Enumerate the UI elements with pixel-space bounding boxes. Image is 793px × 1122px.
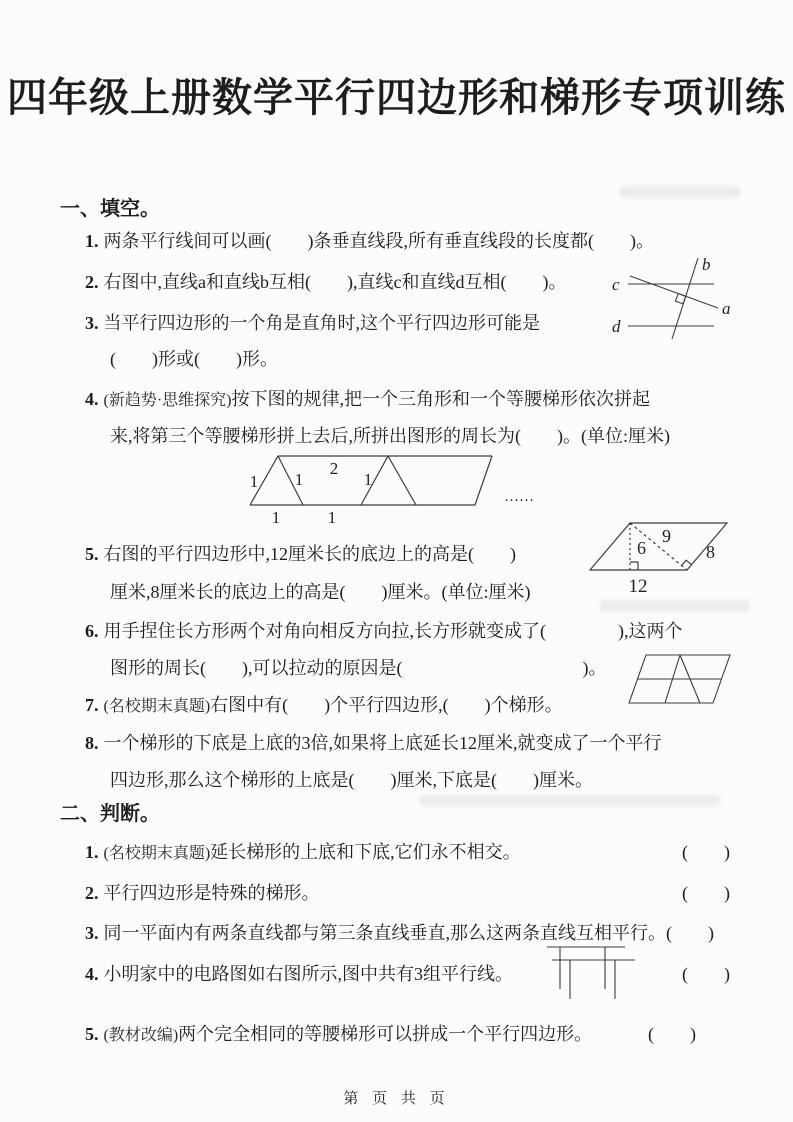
fill-q6-line2: [110, 654, 606, 680]
q4-text-line1: 按下图的规律,把一个三角形和一个等腰梯形依次拼起: [231, 389, 650, 409]
section-fill-heading: 一、填空。: [60, 198, 160, 220]
fill-q4-line1: [85, 385, 650, 411]
q8-number: 8.: [85, 733, 99, 753]
judge-t5: [85, 1020, 592, 1046]
t4-number: 4.: [85, 964, 99, 984]
q4-number: 4.: [85, 389, 99, 409]
parallelogram-height-label: 6: [637, 538, 646, 558]
strip-label-tri2-left: 1: [363, 470, 373, 489]
q7-text: 右图中有( )个平行四边形,( )个梯形。: [210, 695, 563, 715]
q5-number: 5.: [85, 544, 99, 564]
t5-number: 5.: [85, 1024, 99, 1044]
strip-pattern-figure: [226, 443, 548, 527]
fill-q8-line1: [85, 729, 662, 755]
circuit-figure: [541, 930, 669, 1020]
q2-number: 2.: [85, 272, 99, 292]
strip-ellipsis: ……: [504, 489, 534, 505]
judge-t4: [85, 960, 513, 986]
scan-bleed-mark: [420, 795, 720, 806]
t1-source-tag: (名校期末真题): [103, 845, 211, 862]
q7-source-tag: (名校期末真题): [103, 698, 211, 715]
q4-text-line2: 来,将第三个等腰梯形拼上去后,所拼出图形的周长为( )。(单位:厘米): [110, 426, 670, 446]
q3-text-line1: 当平行四边形的一个角是直角时,这个平行四边形可能是: [103, 313, 540, 333]
parallelogram-side-label: 8: [706, 542, 715, 562]
line-d-label: d: [612, 317, 621, 336]
strip-label-trap-top: 2: [329, 459, 339, 478]
line-c-label: c: [612, 275, 620, 294]
page-footer: 第 页 共 页: [343, 1091, 450, 1107]
q3-number: 3.: [85, 313, 99, 333]
t5-source-tag: (教材改编): [103, 1027, 179, 1044]
q6-number: 6.: [85, 621, 99, 641]
t1-number: 1.: [85, 842, 99, 862]
scan-bleed-mark: [600, 600, 750, 612]
fill-q3-line2: [110, 345, 278, 371]
section-judge-heading: 二、判断。: [60, 803, 160, 825]
fill-q3-line1: [85, 309, 540, 335]
t5-answer-blank: ( ): [648, 1024, 696, 1044]
scan-bleed-mark: [620, 186, 740, 198]
judge-t1: [85, 838, 521, 864]
q1-text: 两条平行线间可以画( )条垂直线段,所有垂直线段的长度都( )。: [103, 231, 654, 251]
fill-q1: [85, 227, 654, 253]
parallelogram-diagonal-label: 9: [662, 526, 671, 546]
q6-text-line1: 用手捏住长方形两个对角向相反方向拉,长方形就变成了( ),这两个: [103, 621, 683, 641]
line-a-label: a: [722, 299, 731, 318]
strip-label-bottom1: 1: [271, 508, 281, 527]
fill-q2: [85, 268, 566, 294]
fill-q6-line1: [85, 617, 683, 643]
fill-q5-line2: [110, 578, 530, 604]
q4-source-tag: (新趋势·思维探究): [103, 392, 232, 409]
parallelogram-heights-figure: [586, 496, 793, 604]
parallel-lines-figure: [606, 256, 791, 341]
t4-text: 小明家中的电路图如右图所示,图中共有3组平行线。: [103, 964, 513, 984]
q6-text-line2: 图形的周长( ),可以拉动的原因是( )。: [110, 658, 607, 678]
t5-text: 两个完全相同的等腰梯形可以拼成一个平行四边形。: [178, 1024, 593, 1044]
q1-number: 1.: [85, 231, 99, 251]
line-b-label: b: [702, 256, 711, 274]
q2-text: 右图中,直线a和直线b互相( ),直线c和直线d互相( )。: [103, 272, 567, 292]
judge-t2: [85, 879, 320, 905]
t2-answer-blank: ( ): [682, 883, 730, 903]
t4-answer-blank: ( ): [682, 964, 730, 984]
q3-text-line2: ( )形或( )形。: [110, 349, 278, 369]
t2-number: 2.: [85, 883, 99, 903]
t3-number: 3.: [85, 923, 99, 943]
t1-text: 延长梯形的上底和下底,它们永不相交。: [210, 842, 521, 862]
q8-text-line1: 一个梯形的下底是上底的3倍,如果将上底延长12厘米,就变成了一个平行: [103, 733, 662, 753]
t1-answer-blank: ( ): [682, 842, 730, 862]
q5-text-line1: 右图的平行四边形中,12厘米长的底边上的高是( ): [103, 544, 516, 564]
q5-text-line2: 厘米,8厘米长的底边上的高是( )厘米。(单位:厘米): [110, 582, 531, 602]
strip-label-tri1-right: 1: [294, 470, 304, 489]
parallelogram-base-label: 12: [628, 576, 648, 597]
q7-number: 7.: [85, 695, 99, 715]
fill-q7: [85, 691, 563, 717]
page-title: 四年级上册数学平行四边形和梯形专项训练: [7, 76, 786, 120]
t2-text: 平行四边形是特殊的梯形。: [103, 883, 320, 903]
divided-parallelogram-figure: [626, 643, 778, 725]
fill-q8-line2: [110, 766, 593, 792]
q8-text-line2: 四边形,那么这个梯形的上底是( )厘米,下底是( )厘米。: [110, 770, 593, 790]
t3-text: 同一平面内有两条直线都与第三条直线垂直,那么这两条直线互相平行。( ): [103, 923, 714, 943]
fill-q5-line1: [85, 540, 516, 566]
strip-label-left: 1: [249, 472, 259, 491]
strip-label-bottom2: 1: [327, 508, 337, 527]
